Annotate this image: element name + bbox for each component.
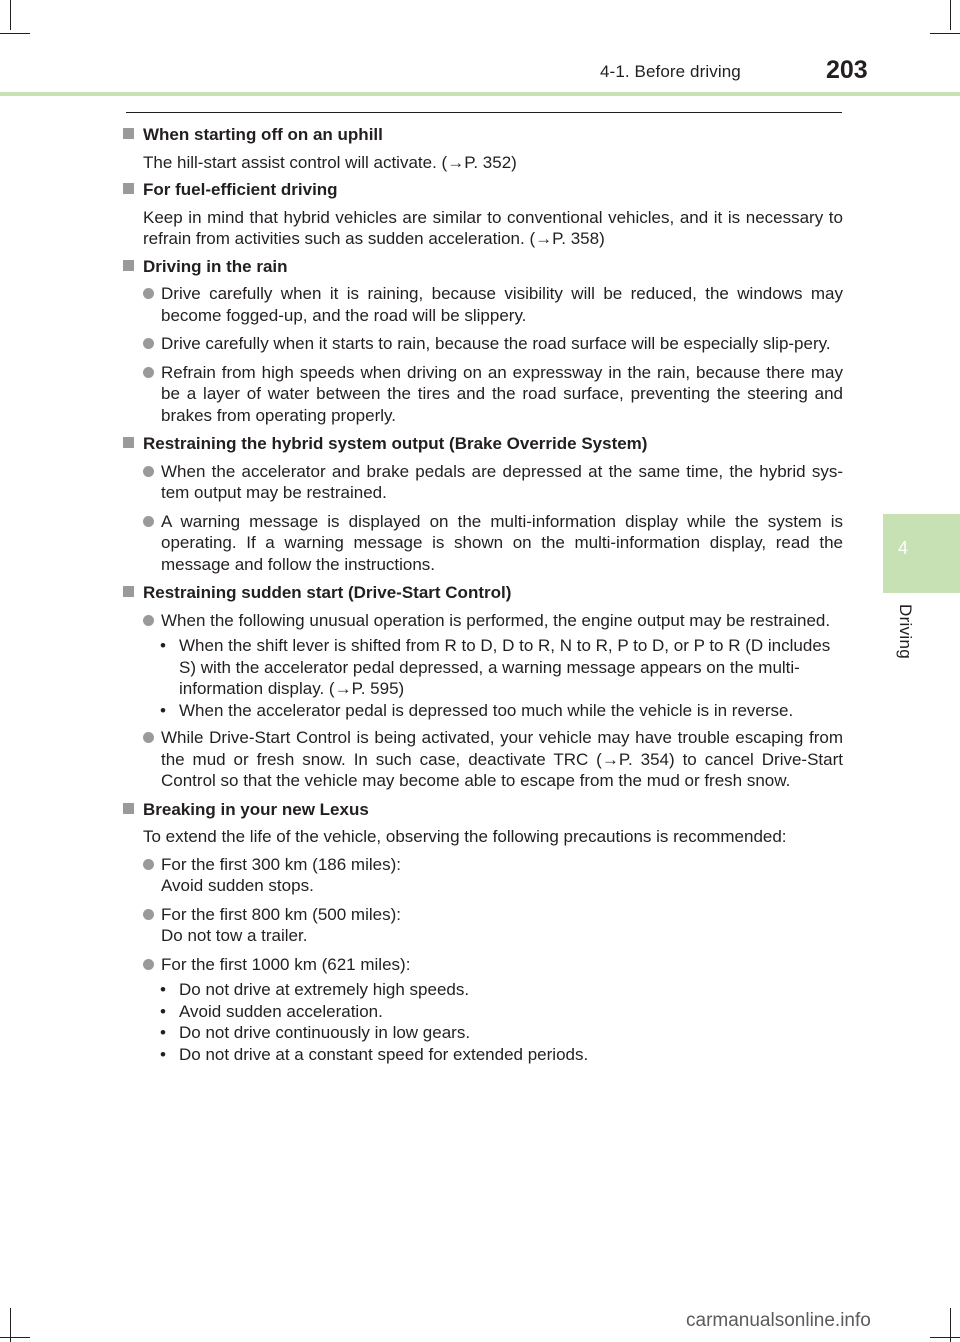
- sub-list-item-text: Avoid sudden acceleration.: [179, 1001, 383, 1021]
- crop-mark: [0, 1337, 30, 1338]
- chapter-name: Driving: [896, 604, 915, 660]
- list-item: [143, 461, 843, 504]
- square-bullet-icon: [123, 437, 134, 448]
- section-heading: [123, 256, 843, 278]
- header-band: [0, 92, 960, 96]
- sub-list: [123, 635, 843, 721]
- list-item-text: For the first 300 km (186 miles):: [161, 854, 401, 874]
- sub-list-item: [160, 1022, 843, 1044]
- crop-mark: [10, 0, 11, 30]
- heading-text: Restraining sudden start (Drive-Start Control): [143, 583, 512, 602]
- heading-text: When starting off on an uphill: [143, 125, 383, 144]
- round-bullet-icon: [143, 338, 154, 349]
- list-item-text: When the following unusual operation is performed, the engine output may be restrained.: [161, 610, 831, 630]
- sub-bullet-icon: •: [160, 1023, 166, 1042]
- list-item: [143, 954, 843, 976]
- list-item: [143, 904, 843, 947]
- square-bullet-icon: [123, 260, 134, 271]
- list-item: [143, 333, 843, 355]
- sub-list-item: [160, 1001, 843, 1023]
- section-heading: [123, 582, 843, 604]
- section-paragraph: The hill-start assist control will activate. (→P. 352): [143, 152, 517, 172]
- sub-bullet-icon: •: [160, 1044, 166, 1064]
- section-heading: [123, 179, 843, 201]
- section-heading: [123, 124, 843, 146]
- sub-list-item-text: When the shift lever is shifted from R to D, D to R, N to R, P to D, or P to R (D includes S) with the accelerator pedal depressed, a warning message appears on the multi-information display. (→P. 595): [179, 636, 831, 698]
- chapter-tab[interactable]: [883, 514, 960, 593]
- square-bullet-icon: [123, 586, 134, 597]
- round-bullet-icon: [143, 909, 154, 920]
- watermark-link[interactable]: carmanualsonline.info: [686, 1310, 871, 1331]
- square-bullet-icon: [123, 803, 134, 814]
- page-content: [123, 124, 843, 1071]
- crop-mark: [950, 0, 951, 30]
- page-number: 203: [826, 56, 868, 84]
- list-item-text: A warning message is displayed on the multi-information display while the system is operating. If a warning message is shown on the multi-information display, read the message and follow the instructions.: [161, 511, 843, 574]
- square-bullet-icon: [123, 128, 134, 139]
- sub-list-item-text: When the accelerator pedal is depressed too much while the vehicle is in reverse.: [179, 700, 794, 720]
- crop-mark: [930, 33, 960, 34]
- chapter-number: 4: [897, 538, 908, 558]
- section-heading: [123, 433, 843, 455]
- list-item-detail: Do not tow a trailer.: [161, 926, 308, 945]
- list-item-detail: Avoid sudden stops.: [161, 876, 314, 895]
- section-break-in: [123, 799, 843, 1066]
- round-bullet-icon: [143, 959, 154, 970]
- sub-list-item-text: Do not drive at a constant speed for extended periods.: [179, 1044, 589, 1064]
- list-item-text: When the accelerator and brake pedals are depressed at the same time, the hybrid sys-tem output may be restrained.: [161, 461, 843, 502]
- section-label: 4-1. Before driving: [600, 62, 741, 81]
- sub-bullet-icon: •: [160, 636, 166, 655]
- round-bullet-icon: [143, 732, 154, 743]
- sub-list-item-text: Do not drive at extremely high speeds.: [179, 980, 470, 999]
- sub-bullet-icon: •: [160, 1001, 166, 1021]
- list-item: [143, 610, 843, 632]
- section-paragraph: Keep in mind that hybrid vehicles are similar to conventional vehicles, and it is necessary to refrain from activities such as sudden acceleration. (→P. 358): [143, 207, 843, 248]
- heading-text: Breaking in your new Lexus: [143, 799, 369, 819]
- list-item-text: Refrain from high speeds when driving on an expressway in the rain, because there may be a layer of water between the tires and the road surface, preventing the steering and brakes from operating properly.: [161, 362, 843, 425]
- sub-list-item: [160, 979, 843, 1001]
- sub-list-item: [160, 700, 843, 722]
- list-item: [143, 283, 843, 326]
- sub-list-item: [160, 1044, 843, 1066]
- list-item: [143, 854, 843, 897]
- round-bullet-icon: [143, 859, 154, 870]
- list-item-body: [161, 904, 843, 947]
- list-item-text: Drive carefully when it starts to rain, because the road surface will be especially slip-pery.: [161, 334, 831, 353]
- list-item-text: Drive carefully when it is raining, because visibility will be reduced, the windows may become fogged-up, and the road will be slippery.: [161, 284, 843, 325]
- section-drive-start-control: [123, 582, 843, 792]
- section-paragraph: To extend the life of the vehicle, observing the following precautions is recommended:: [143, 827, 787, 846]
- list-item: [143, 511, 843, 576]
- round-bullet-icon: [143, 288, 154, 299]
- crop-mark: [930, 1337, 960, 1338]
- header-rule: [126, 112, 842, 113]
- section-rain: [123, 256, 843, 427]
- round-bullet-icon: [143, 367, 154, 378]
- sub-bullet-icon: •: [160, 980, 166, 999]
- square-bullet-icon: [123, 183, 134, 194]
- crop-mark: [0, 33, 30, 34]
- sub-list-item-text: Do not drive continuously in low gears.: [179, 1023, 471, 1042]
- sub-list: [123, 979, 843, 1065]
- list-item-body: [161, 854, 843, 897]
- section-uphill: [123, 124, 843, 173]
- section-brake-override: [123, 433, 843, 575]
- heading-text: For fuel-efficient driving: [143, 180, 338, 199]
- round-bullet-icon: [143, 615, 154, 626]
- heading-text: Restraining the hybrid system output (Brake Override System): [143, 434, 648, 453]
- sub-list-item: [160, 635, 843, 700]
- section-fuel-efficient: [123, 179, 843, 250]
- sub-bullet-icon: •: [160, 700, 166, 720]
- heading-text: Driving in the rain: [143, 256, 288, 276]
- list-item-text: While Drive-Start Control is being activated, your vehicle may have trouble escaping from the mud or fresh snow. In such case, deactivate TRC (→P. 354) to cancel Drive-Start Control so that the vehicle may become able to escape from the mud or fresh snow.: [161, 728, 843, 790]
- round-bullet-icon: [143, 516, 154, 527]
- list-item: [143, 727, 843, 792]
- list-item: [143, 362, 843, 427]
- list-item-text: For the first 800 km (500 miles):: [161, 904, 401, 924]
- list-item-text: For the first 1000 km (621 miles):: [161, 954, 411, 974]
- round-bullet-icon: [143, 466, 154, 477]
- section-heading: [123, 799, 843, 821]
